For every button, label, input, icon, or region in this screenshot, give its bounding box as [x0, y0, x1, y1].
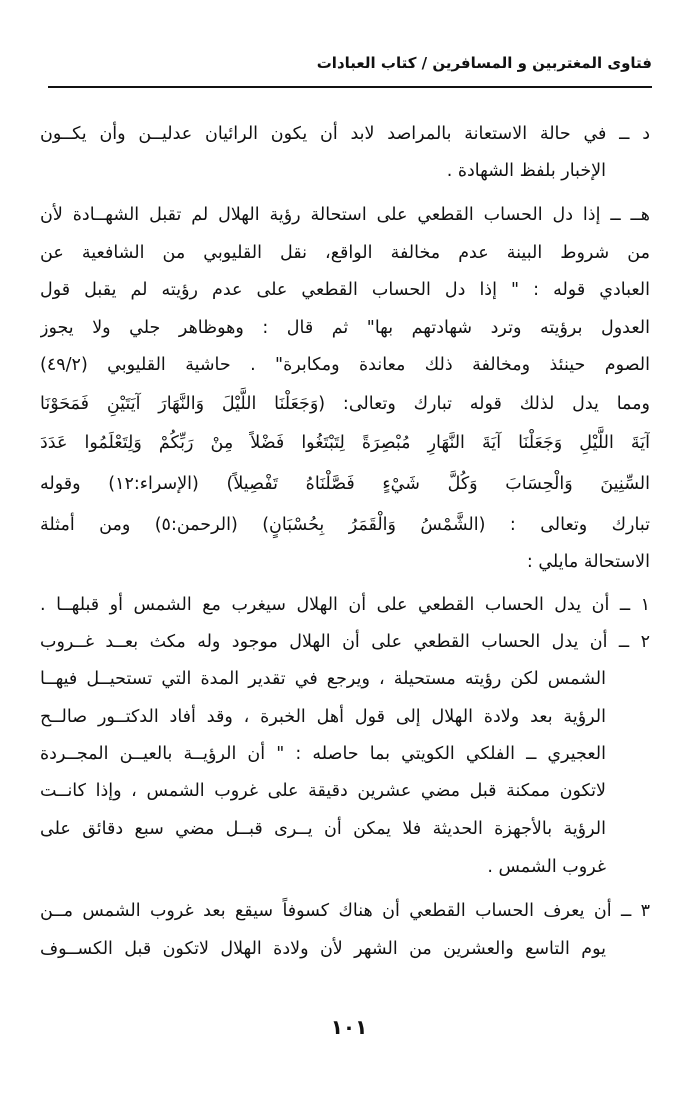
text-line: الإخبار بلفظ الشهادة . [446, 161, 606, 181]
text-line: د ــ في حالة الاستعانة بالمراصد لابد أن يكون الرائيان عدليــن وأن يكــون [40, 124, 650, 144]
text-line: الصوم حينئذ ومخالفة ذلك معاندة ومكابرة" . حاشية القليوبي (٤٩/٢) [40, 355, 650, 375]
text-line: تبارك وتعالى : (الشَّمْسُ وَالْقَمَرُ بِحُسْبَانٍ) (الرحمن:٥) ومن أمثلة [40, 515, 650, 535]
text-line: العبادي قوله : " إذا دل الحساب القطعي على عدم رؤيته لم يقبل قول [40, 280, 650, 300]
text-line: ٣ ــ أن يعرف الحساب القطعي أن هناك كسوفاً سيقع بعد غروب الشمس مــن [40, 901, 650, 921]
text-line: لاتكون ممكنة قبل مضي عشرين دقيقة على غروب الشمس ، وإذا كانــت [40, 781, 606, 801]
text-line: ١ ــ أن يدل الحساب القطعي على أن الهلال سيغرب مع الشمس أو قبلهــا . [40, 595, 650, 615]
text-line: الشمس لكن رؤيته مستحيلة ، ويرجع في تقدير المدة التي تستحيــل فيهــا [40, 669, 606, 689]
text-line: آيَةَ اللَّيْلِ وَجَعَلْنَا آيَةَ النَّهَارِ مُبْصِرَةً لِتَبْتَغُوا فَضْلاً مِنْ رَبِّكُمْ وَلِتَعْلَمُوا عَدَدَ [40, 433, 650, 453]
text-line: السِّنِينَ وَالْحِسَابَ وَكُلَّ شَيْءٍ فَصَّلْنَاهُ تَفْصِيلاً) (الإسراء:١٢) وقوله [40, 474, 650, 494]
text-line: غروب الشمس . [487, 857, 606, 877]
text-line: ٢ ــ أن يدل الحساب القطعي على أن الهلال موجود وله مكث بعــد غــروب [40, 632, 650, 652]
text-line: يوم التاسع والعشرين من الشهر لأن ولادة الهلال لاتكون قبل الكســوف [40, 939, 606, 959]
text-line: العدول برؤيته وترد شهادتهم بها" ثم قال : وهوظاهر جلي ولا يجوز [40, 318, 650, 338]
text-line: العجيري ــ الفلكي الكويتي بما حاصله : " أن الرؤيــة بالعيــن المجــردة [40, 744, 606, 764]
text-line: هــ ــ إذا دل الحساب القطعي على استحالة رؤية الهلال لم تقبل الشهــادة لأن [40, 205, 650, 225]
running-header: فتاوى المغتربين و المسافرين / كتاب العبادات [316, 54, 652, 72]
text-line: الرؤية بعد ولادة الهلال إلى قول أهل الخبرة ، وقد أفاد الدكتــور صالــح [40, 707, 606, 727]
text-line: الاستحالة مايلي : [526, 552, 650, 572]
text-line: ومما يدل لذلك قوله تبارك وتعالى: (وَجَعَلْنَا اللَّيْلَ وَالنَّهَارَ آيَتَيْنِ فَمَحَوْنَا [40, 394, 650, 414]
page-number: ١٠١ [330, 1015, 368, 1039]
text-line: الرؤية بالأجهزة الحديثة فلا يمكن أن يــرى قبــل مضي سبع دقائق على [40, 819, 606, 839]
header-rule [48, 86, 652, 88]
text-line: من شروط البينة عدم مخالفة الواقع، نقل القليوبي من الشافعية عن [40, 243, 650, 263]
